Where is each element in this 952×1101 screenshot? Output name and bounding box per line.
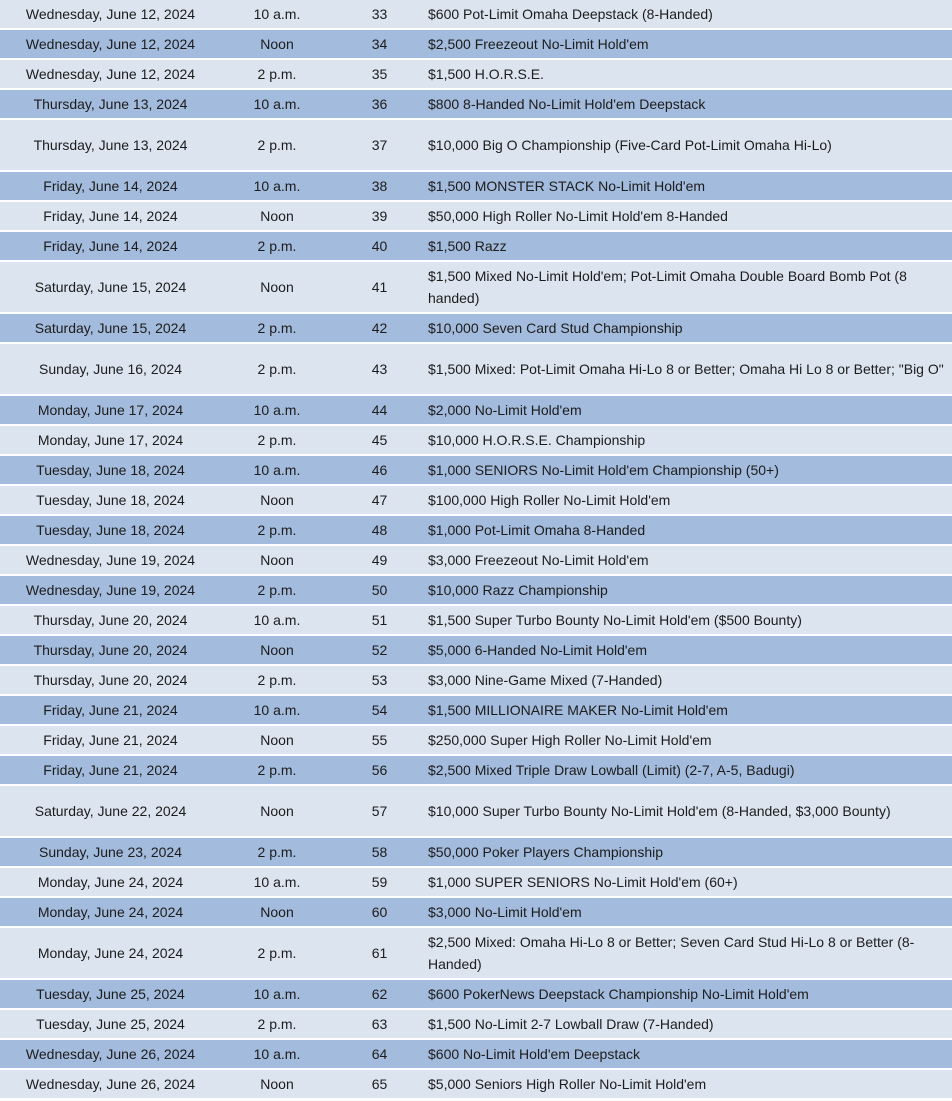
event-number-cell: 41: [333, 261, 426, 313]
event-number-cell: 37: [333, 119, 426, 171]
table-row: [0, 455, 952, 485]
event-name-cell: $600 Pot-Limit Omaha Deepstack (8-Handed): [426, 0, 952, 29]
event-name-cell: $10,000 Seven Card Stud Championship: [426, 313, 952, 343]
event-name-cell: $2,500 Freezeout No-Limit Hold'em: [426, 29, 952, 59]
time-cell: Noon: [221, 261, 333, 313]
time-cell: 2 p.m.: [221, 313, 333, 343]
time-cell: 2 p.m.: [221, 231, 333, 261]
table-row: [0, 313, 952, 343]
event-number-cell: 56: [333, 755, 426, 785]
event-number-cell: 34: [333, 29, 426, 59]
time-cell: 2 p.m.: [221, 119, 333, 171]
date-cell: Tuesday, June 18, 2024: [0, 485, 221, 515]
time-cell: Noon: [221, 725, 333, 755]
date-cell: Monday, June 24, 2024: [0, 897, 221, 927]
time-cell: 2 p.m.: [221, 343, 333, 395]
event-name-cell: $10,000 Super Turbo Bounty No-Limit Hold'em (8-Handed, $3,000 Bounty): [426, 785, 952, 837]
event-number-cell: 62: [333, 979, 426, 1009]
table-row: [0, 837, 952, 867]
event-number-cell: 57: [333, 785, 426, 837]
date-cell: Wednesday, June 26, 2024: [0, 1039, 221, 1069]
time-cell: Noon: [221, 29, 333, 59]
time-cell: 10 a.m.: [221, 979, 333, 1009]
event-name-cell: $50,000 Poker Players Championship: [426, 837, 952, 867]
time-cell: Noon: [221, 201, 333, 231]
date-cell: Wednesday, June 12, 2024: [0, 29, 221, 59]
event-name-cell: $10,000 Big O Championship (Five-Card Pot-Limit Omaha Hi-Lo): [426, 119, 952, 171]
date-cell: Wednesday, June 12, 2024: [0, 0, 221, 29]
time-cell: 10 a.m.: [221, 89, 333, 119]
event-number-cell: 42: [333, 313, 426, 343]
time-cell: Noon: [221, 1069, 333, 1099]
event-name-cell: $2,000 No-Limit Hold'em: [426, 395, 952, 425]
table-row: [0, 897, 952, 927]
event-number-cell: 54: [333, 695, 426, 725]
time-cell: Noon: [221, 545, 333, 575]
event-number-cell: 46: [333, 455, 426, 485]
date-cell: Tuesday, June 18, 2024: [0, 515, 221, 545]
event-name-cell: $1,500 Mixed No-Limit Hold'em; Pot-Limit Omaha Double Board Bomb Pot (8 handed): [426, 261, 952, 313]
event-number-cell: 55: [333, 725, 426, 755]
event-name-cell: $600 PokerNews Deepstack Championship No-Limit Hold'em: [426, 979, 952, 1009]
time-cell: 2 p.m.: [221, 59, 333, 89]
event-name-cell: $100,000 High Roller No-Limit Hold'em: [426, 485, 952, 515]
table-row: [0, 171, 952, 201]
date-cell: Thursday, June 13, 2024: [0, 89, 221, 119]
event-name-cell: $1,500 Razz: [426, 231, 952, 261]
event-name-cell: $2,500 Mixed: Omaha Hi-Lo 8 or Better; Seven Card Stud Hi-Lo 8 or Better (8-Handed): [426, 927, 952, 979]
event-number-cell: 45: [333, 425, 426, 455]
table-row: [0, 785, 952, 837]
table-row: [0, 343, 952, 395]
event-name-cell: $3,000 No-Limit Hold'em: [426, 897, 952, 927]
time-cell: 2 p.m.: [221, 575, 333, 605]
date-cell: Saturday, June 15, 2024: [0, 313, 221, 343]
table-row: [0, 0, 952, 29]
event-number-cell: 60: [333, 897, 426, 927]
event-number-cell: 48: [333, 515, 426, 545]
time-cell: 10 a.m.: [221, 171, 333, 201]
date-cell: Friday, June 21, 2024: [0, 755, 221, 785]
time-cell: 2 p.m.: [221, 755, 333, 785]
date-cell: Wednesday, June 26, 2024: [0, 1069, 221, 1099]
date-cell: Friday, June 14, 2024: [0, 201, 221, 231]
event-name-cell: $1,500 Super Turbo Bounty No-Limit Hold'em ($500 Bounty): [426, 605, 952, 635]
table-row: [0, 29, 952, 59]
time-cell: 10 a.m.: [221, 455, 333, 485]
time-cell: 10 a.m.: [221, 0, 333, 29]
time-cell: 2 p.m.: [221, 1009, 333, 1039]
table-row: [0, 979, 952, 1009]
date-cell: Friday, June 21, 2024: [0, 695, 221, 725]
time-cell: 2 p.m.: [221, 927, 333, 979]
table-row: [0, 605, 952, 635]
table-row: [0, 425, 952, 455]
date-cell: Sunday, June 23, 2024: [0, 837, 221, 867]
table-row: [0, 927, 952, 979]
event-number-cell: 59: [333, 867, 426, 897]
event-number-cell: 64: [333, 1039, 426, 1069]
table-row: [0, 725, 952, 755]
event-number-cell: 61: [333, 927, 426, 979]
event-name-cell: $10,000 H.O.R.S.E. Championship: [426, 425, 952, 455]
event-number-cell: 49: [333, 545, 426, 575]
date-cell: Tuesday, June 25, 2024: [0, 979, 221, 1009]
table-row: [0, 395, 952, 425]
event-number-cell: 33: [333, 0, 426, 29]
event-number-cell: 40: [333, 231, 426, 261]
table-row: [0, 119, 952, 171]
table-row: [0, 1039, 952, 1069]
date-cell: Tuesday, June 18, 2024: [0, 455, 221, 485]
table-row: [0, 485, 952, 515]
table-row: [0, 695, 952, 725]
table-row: [0, 545, 952, 575]
date-cell: Thursday, June 20, 2024: [0, 635, 221, 665]
time-cell: 10 a.m.: [221, 395, 333, 425]
date-cell: Wednesday, June 12, 2024: [0, 59, 221, 89]
event-number-cell: 43: [333, 343, 426, 395]
event-number-cell: 44: [333, 395, 426, 425]
event-name-cell: $1,000 SENIORS No-Limit Hold'em Championship (50+): [426, 455, 952, 485]
event-name-cell: $250,000 Super High Roller No-Limit Hold'em: [426, 725, 952, 755]
time-cell: 10 a.m.: [221, 695, 333, 725]
date-cell: Sunday, June 16, 2024: [0, 343, 221, 395]
event-name-cell: $3,000 Freezeout No-Limit Hold'em: [426, 545, 952, 575]
event-name-cell: $600 No-Limit Hold'em Deepstack: [426, 1039, 952, 1069]
time-cell: Noon: [221, 785, 333, 837]
event-name-cell: $800 8-Handed No-Limit Hold'em Deepstack: [426, 89, 952, 119]
time-cell: 2 p.m.: [221, 837, 333, 867]
date-cell: Tuesday, June 25, 2024: [0, 1009, 221, 1039]
event-number-cell: 51: [333, 605, 426, 635]
table-row: [0, 201, 952, 231]
event-name-cell: $1,500 Mixed: Pot-Limit Omaha Hi-Lo 8 or Better; Omaha Hi Lo 8 or Better; "Big O": [426, 343, 952, 395]
table-row: [0, 755, 952, 785]
event-name-cell: $3,000 Nine-Game Mixed (7-Handed): [426, 665, 952, 695]
date-cell: Saturday, June 15, 2024: [0, 261, 221, 313]
event-name-cell: $1,500 H.O.R.S.E.: [426, 59, 952, 89]
time-cell: 2 p.m.: [221, 665, 333, 695]
time-cell: Noon: [221, 635, 333, 665]
table-row: [0, 89, 952, 119]
table-row: [0, 635, 952, 665]
table-row: [0, 1009, 952, 1039]
event-name-cell: $1,500 No-Limit 2-7 Lowball Draw (7-Handed): [426, 1009, 952, 1039]
date-cell: Monday, June 24, 2024: [0, 927, 221, 979]
date-cell: Monday, June 24, 2024: [0, 867, 221, 897]
event-name-cell: $50,000 High Roller No-Limit Hold'em 8-Handed: [426, 201, 952, 231]
event-name-cell: $5,000 Seniors High Roller No-Limit Hold'em: [426, 1069, 952, 1099]
date-cell: Friday, June 21, 2024: [0, 725, 221, 755]
event-name-cell: $10,000 Razz Championship: [426, 575, 952, 605]
date-cell: Friday, June 14, 2024: [0, 171, 221, 201]
event-number-cell: 58: [333, 837, 426, 867]
table-row: [0, 231, 952, 261]
time-cell: Noon: [221, 485, 333, 515]
event-name-cell: $2,500 Mixed Triple Draw Lowball (Limit) (2-7, A-5, Badugi): [426, 755, 952, 785]
event-number-cell: 36: [333, 89, 426, 119]
table-row: [0, 59, 952, 89]
table-row: [0, 1069, 952, 1099]
date-cell: Thursday, June 13, 2024: [0, 119, 221, 171]
time-cell: 10 a.m.: [221, 1039, 333, 1069]
date-cell: Thursday, June 20, 2024: [0, 605, 221, 635]
table-row: [0, 515, 952, 545]
event-number-cell: 35: [333, 59, 426, 89]
date-cell: Monday, June 17, 2024: [0, 395, 221, 425]
event-name-cell: $1,000 Pot-Limit Omaha 8-Handed: [426, 515, 952, 545]
time-cell: 2 p.m.: [221, 425, 333, 455]
event-number-cell: 47: [333, 485, 426, 515]
event-number-cell: 65: [333, 1069, 426, 1099]
time-cell: 2 p.m.: [221, 515, 333, 545]
table-row: [0, 867, 952, 897]
time-cell: 10 a.m.: [221, 867, 333, 897]
table-row: [0, 575, 952, 605]
event-number-cell: 53: [333, 665, 426, 695]
event-number-cell: 52: [333, 635, 426, 665]
event-name-cell: $1,500 MILLIONAIRE MAKER No-Limit Hold'em: [426, 695, 952, 725]
time-cell: 10 a.m.: [221, 605, 333, 635]
event-number-cell: 38: [333, 171, 426, 201]
date-cell: Wednesday, June 19, 2024: [0, 545, 221, 575]
date-cell: Monday, June 17, 2024: [0, 425, 221, 455]
event-name-cell: $1,500 MONSTER STACK No-Limit Hold'em: [426, 171, 952, 201]
event-number-cell: 63: [333, 1009, 426, 1039]
event-name-cell: $1,000 SUPER SENIORS No-Limit Hold'em (60+): [426, 867, 952, 897]
date-cell: Saturday, June 22, 2024: [0, 785, 221, 837]
date-cell: Thursday, June 20, 2024: [0, 665, 221, 695]
table-row: [0, 665, 952, 695]
time-cell: Noon: [221, 897, 333, 927]
event-number-cell: 50: [333, 575, 426, 605]
event-number-cell: 39: [333, 201, 426, 231]
event-name-cell: $5,000 6-Handed No-Limit Hold'em: [426, 635, 952, 665]
table-row: [0, 261, 952, 313]
date-cell: Wednesday, June 19, 2024: [0, 575, 221, 605]
date-cell: Friday, June 14, 2024: [0, 231, 221, 261]
